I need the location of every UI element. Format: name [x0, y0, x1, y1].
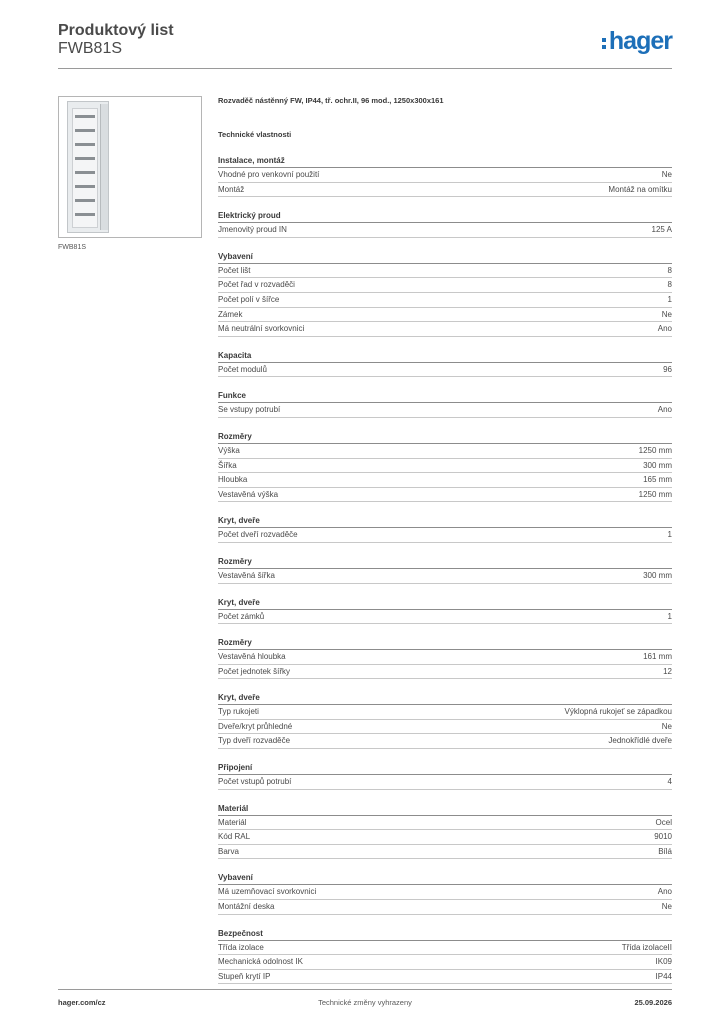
spec-label: Počet lišt: [218, 265, 251, 275]
spec-row: [218, 183, 672, 198]
spec-label: Zámek: [218, 309, 243, 319]
footer-date: 25.09.2026: [634, 998, 672, 1007]
spec-section: [218, 803, 672, 860]
section-title: Kryt, dveře: [218, 597, 672, 610]
spec-row: [218, 705, 672, 720]
din-rail: [75, 185, 95, 188]
section-title: Kapacita: [218, 350, 672, 363]
section-title: Vybavení: [218, 251, 672, 264]
spec-label: Počet řad v rozvaděči: [218, 280, 295, 290]
document-title: Produktový list: [58, 22, 174, 39]
section-title: Kryt, dveře: [218, 515, 672, 528]
spec-value: 8: [667, 280, 672, 290]
din-rail: [75, 115, 95, 118]
section-title: Instalace, montáž: [218, 155, 672, 168]
logo-text: hager: [608, 27, 672, 55]
section-title: Kryt, dveře: [218, 692, 672, 705]
spec-value: 4: [667, 777, 672, 787]
spec-label: Hloubka: [218, 475, 248, 485]
spec-content: [218, 96, 672, 984]
spec-value: Výklopná rukojeť se západkou: [564, 707, 672, 717]
spec-row: [218, 830, 672, 845]
section-title: Elektrický proud: [218, 210, 672, 223]
spec-section: [218, 210, 672, 238]
spec-value: 8: [667, 265, 672, 275]
din-rail: [75, 171, 95, 174]
spec-label: Se vstupy potrubí: [218, 405, 281, 415]
section-title: Materiál: [218, 803, 672, 816]
spec-value: Ano: [657, 887, 672, 897]
spec-row: [218, 900, 672, 915]
spec-label: Počet vstupů potrubí: [218, 777, 292, 787]
spec-label: Typ rukojeti: [218, 707, 259, 717]
section-title: Rozměry: [218, 637, 672, 650]
spec-value: Ne: [661, 902, 672, 912]
section-title: Funkce: [218, 390, 672, 403]
spec-value: Ne: [661, 170, 672, 179]
spec-label: Má uzemňovací svorkovnici: [218, 887, 317, 897]
technical-heading: Technické vlastnosti: [218, 130, 292, 139]
spec-row: [218, 264, 672, 279]
spec-row: [218, 665, 672, 680]
spec-row: [218, 322, 672, 337]
spec-row: [218, 403, 672, 418]
spec-value: Ne: [661, 309, 672, 319]
spec-label: Vestavěná šířka: [218, 570, 275, 580]
spec-section: [218, 431, 672, 502]
spec-label: Montáž: [218, 184, 245, 194]
spec-row: [218, 775, 672, 790]
spec-row: [218, 444, 672, 459]
spec-row: [218, 845, 672, 860]
spec-label: Vhodné pro venkovní použití: [218, 170, 320, 179]
spec-value: 300 mm: [643, 570, 672, 580]
spec-value: 9010: [654, 832, 672, 842]
spec-value: 300 mm: [643, 460, 672, 470]
document-subtitle: FWB81S: [58, 40, 123, 57]
spec-row: [218, 168, 672, 183]
spec-label: Materiál: [218, 817, 247, 827]
spec-row: [218, 970, 672, 985]
section-title: Rozměry: [218, 431, 672, 444]
spec-value: Ne: [661, 721, 672, 731]
spec-section: [218, 350, 672, 378]
spec-section: [218, 155, 672, 197]
spec-row: [218, 610, 672, 625]
spec-label: Vestavěná výška: [218, 489, 279, 499]
spec-label: Barva: [218, 846, 239, 856]
cabinet-interior: [72, 108, 98, 228]
cabinet-door: [100, 104, 108, 230]
spec-section: [218, 515, 672, 543]
spec-label: Třída izolace: [218, 942, 264, 952]
spec-row: [218, 223, 672, 238]
spec-label: Stupeň krytí IP: [218, 971, 271, 981]
din-rail: [75, 143, 95, 146]
spec-row: [218, 734, 672, 749]
product-description: Rozvaděč nástěnný FW, IP44, tř. ochr.II, 96 mod., 1250x300x161: [218, 96, 444, 105]
spec-row: [218, 941, 672, 956]
spec-section: [218, 928, 672, 985]
spec-label: Jmenovitý proud IN: [218, 225, 287, 235]
spec-label: Kód RAL: [218, 832, 251, 842]
section-title: Rozměry: [218, 556, 672, 569]
footer-divider: [58, 989, 672, 990]
din-rail: [75, 129, 95, 132]
spec-row: [218, 720, 672, 735]
spec-label: Počet jednotek šířky: [218, 666, 291, 676]
spec-label: Typ dveří rozvaděče: [218, 736, 291, 746]
spec-row: [218, 459, 672, 474]
spec-value: Ano: [657, 405, 672, 415]
spec-value: Montáž na omítku: [608, 184, 672, 194]
spec-value: Bílá: [658, 846, 672, 856]
spec-value: 1: [667, 294, 672, 304]
spec-row: [218, 278, 672, 293]
spec-row: [218, 488, 672, 503]
page-header: [58, 22, 672, 70]
logo-dots-icon: [602, 38, 606, 49]
spec-row: [218, 885, 672, 900]
spec-sections: [218, 155, 672, 984]
spec-value: IP44: [655, 971, 672, 981]
spec-section: [218, 597, 672, 625]
header-divider: [58, 68, 672, 69]
image-caption: FWB81S: [58, 244, 87, 251]
din-rail: [75, 199, 95, 202]
spec-row: [218, 293, 672, 308]
spec-value: Jednokřídlé dveře: [608, 736, 672, 746]
spec-row: [218, 569, 672, 584]
spec-value: 1250 mm: [638, 489, 672, 499]
spec-value: 1250 mm: [638, 445, 672, 455]
section-title: Připojení: [218, 762, 672, 775]
spec-label: Má neutrální svorkovnici: [218, 324, 305, 334]
spec-section: [218, 556, 672, 584]
spec-value: 12: [663, 666, 672, 676]
section-title: Bezpečnost: [218, 928, 672, 941]
spec-label: Počet zámků: [218, 611, 265, 621]
spec-label: Vestavěná hloubka: [218, 652, 286, 662]
spec-section: [218, 872, 672, 914]
spec-label: Dveře/kryt průhledné: [218, 721, 293, 731]
spec-value: 165 mm: [643, 475, 672, 485]
section-title: Vybavení: [218, 872, 672, 885]
spec-section: [218, 762, 672, 790]
spec-label: Počet dveří rozvaděče: [218, 530, 298, 540]
din-rail: [75, 157, 95, 160]
spec-section: [218, 692, 672, 749]
product-image: [58, 96, 202, 238]
spec-value: 1: [667, 611, 672, 621]
spec-section: [218, 390, 672, 418]
spec-label: Počet polí v šířce: [218, 294, 280, 304]
spec-row: [218, 363, 672, 378]
spec-label: Počet modulů: [218, 364, 267, 374]
spec-row: [218, 528, 672, 543]
cabinet-illustration: [67, 101, 109, 233]
footer-website: hager.com/cz: [58, 998, 106, 1007]
din-rail: [75, 213, 95, 216]
spec-value: Ocel: [655, 817, 672, 827]
spec-row: [218, 650, 672, 665]
spec-value: Třída izolaceII: [621, 942, 672, 952]
spec-row: [218, 816, 672, 831]
spec-label: Výška: [218, 445, 240, 455]
spec-label: Montážní deska: [218, 902, 275, 912]
spec-label: Mechanická odolnost IK: [218, 957, 303, 967]
spec-value: Ano: [657, 324, 672, 334]
footer-disclaimer: Technické změny vyhrazeny: [318, 998, 412, 1007]
spec-section: [218, 251, 672, 337]
spec-value: IK09: [655, 957, 672, 967]
spec-value: 1: [667, 530, 672, 540]
spec-section: [218, 637, 672, 679]
hager-logo: [602, 28, 672, 54]
spec-row: [218, 308, 672, 323]
spec-value: 161 mm: [643, 652, 672, 662]
spec-value: 125 A: [651, 225, 672, 235]
spec-row: [218, 955, 672, 970]
spec-value: 96: [663, 364, 672, 374]
spec-label: Šířka: [218, 460, 237, 470]
spec-row: [218, 473, 672, 488]
